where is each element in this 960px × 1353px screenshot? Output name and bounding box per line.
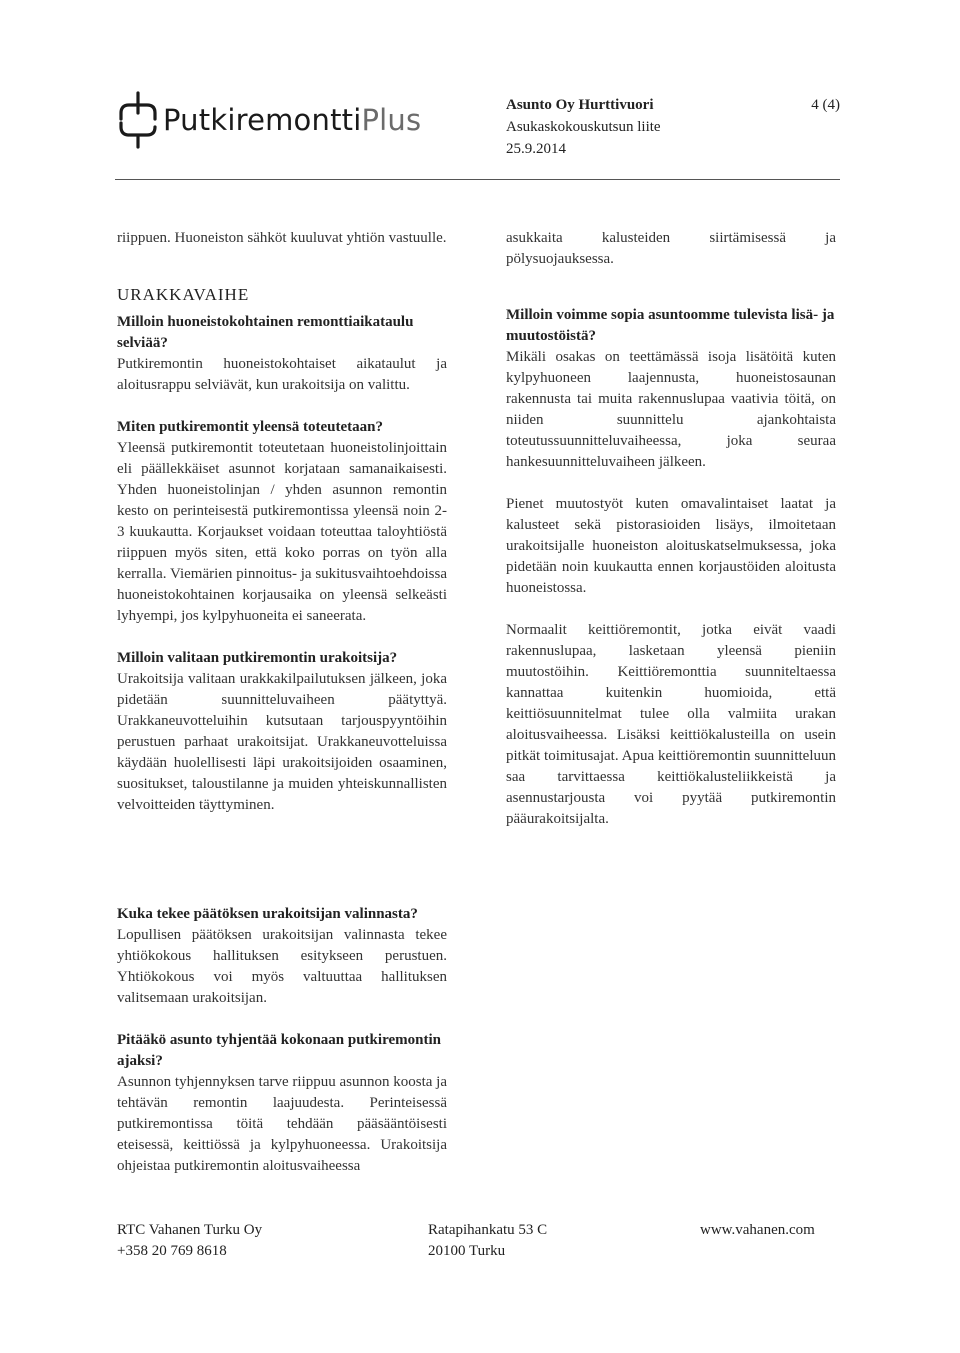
pipe-logo-icon: [115, 89, 161, 151]
right-column: [506, 228, 836, 830]
question-heading: Kuka tekee päätöksen urakoitsijan valinnasta?: [117, 906, 418, 922]
question-heading: Milloin valitaan putkiremontin urakoitsija?: [117, 650, 398, 666]
answer-paragraph: Lopullisen päätöksen urakoitsijan valinnasta tekee yhtiökokous hallituksen esitykseen perustuen. Yhtiökokous voi myös valtuuttaa hallituksen valitsemaan urakoitsijan.: [117, 927, 447, 1006]
header-date: 25.9.2014: [506, 141, 566, 157]
section-title: URAKKAVAIHE: [117, 285, 250, 304]
header-company: Asunto Oy Hurttivuori: [506, 97, 654, 113]
header-doc-title: Asukaskokouskutsun liite: [506, 119, 661, 135]
footer-company-block: [117, 1220, 262, 1262]
answer-paragraph: Mikäli osakas on teettämässä isoja lisätöitä kuten kylpyhuoneen laajennusta, huoneistosaunan rakennusta tai muita rakennuslupaa vaativia töitä, on niiden suunnittelu ajankohtaista toteutussuunnitteluvaiheessa, joka seuraa hankesuunnitteluvaiheen jälkeen.: [506, 349, 836, 470]
footer-website[interactable]: www.vahanen.com: [700, 1222, 815, 1238]
logo-wordmark: PutkiremonttiPlus: [163, 103, 422, 137]
footer-company: RTC Vahanen Turku Oy: [117, 1222, 263, 1238]
question-heading: Milloin voimme sopia asuntoomme tulevista lisä- ja muutostöistä?: [506, 307, 835, 344]
header-info: [506, 94, 806, 160]
body-paragraph: Normaalit keittiöremontit, jotka eivät vaadi rakennuslupaa, lasketaan yleensä pieniin muutostöihin. Keittiöremonttia suunniteltaessa kannattaa kuitenkin huomioida, että keittiösuunnitelmat tulee olla valmiita urakan aloitusvaiheessa. Lisäksi keittiökalusteilla on usein pitkät toimitusajat. Apua keittiöremontin suunnitteluun saa tarvittaessa keittiökalusteliikkeistä ja asennustarjousta voi pyytää putkiremontin pääurakoitsijalta.: [506, 622, 836, 827]
left-intro: riippuen. Huoneiston sähköt kuuluvat yhtiön vastuulle.: [117, 230, 447, 246]
answer-paragraph: Yleensä putkiremontit toteutetaan huoneistolinjoittain eli päällekkäiset asunnot korjataan samanaikaisesti. Yhden huoneistolinjan / yhden asunnon remontin kesto on perinteisestä putkiremontissa yleensä noin 2-3 kuukautta. Korjaukset voidaan toteuttaa taloyhtiöstä riippuen myös siten, että koko porras on työn alla kerralla. Viemärien pinnoitus- ja sukitusvaihtoehdoissa huoneistokohtainen korjausaika on yleensä selkeästi lyhyempi, jos kylpyhuoneita ei saneerata.: [117, 440, 447, 624]
footer-address-block: [428, 1220, 547, 1262]
question-heading: Miten putkiremontit yleensä toteutetaan?: [117, 419, 383, 435]
question-heading: Milloin huoneistokohtainen remonttiaikataulu selviää?: [117, 314, 414, 351]
answer-paragraph: Putkiremontin huoneistokohtaiset aikataulut ja aloitusrappu selviävät, kun urakoitsija on valittu.: [117, 356, 447, 393]
header-divider: [115, 179, 840, 180]
answer-paragraph: Asunnon tyhjennyksen tarve riippuu asunnon koosta ja tehtävän remontin laajuudesta. Perinteisessä putkiremontissa töitä tehdään pääsääntöisesti eteisessä, keittiössä ja kylpyhuoneessa. Urakoitsija ohjeistaa putkiremontin aloitusvaiheessa: [117, 1074, 447, 1174]
left-column: [117, 228, 447, 816]
footer-phone: +358 20 769 8618: [117, 1243, 227, 1259]
answer-paragraph: Urakoitsija valitaan urakkakilpailutuksen jälkeen, joka pidetään suunnitteluvaiheen päätyttyä. Urakkaneuvotteluihin kutsutaan tarjouspyyntöihin perustuen parhaat urakoitsijat. Urakkaneuvotteluissa käydään huolellisesti läpi urakoitsijoiden osaaminen, suositukset, taloustilanne ja muiden yhteiskunnallisten velvoitteiden täyttyminen.: [117, 671, 447, 813]
page-number: 4 (4): [811, 97, 840, 113]
footer-street: Ratapihankatu 53 C: [428, 1222, 548, 1238]
footer-city: 20100 Turku: [428, 1243, 506, 1259]
left-column-lower: [117, 904, 447, 1177]
question-heading: Pitääkö asunto tyhjentää kokonaan putkiremontin ajaksi?: [117, 1032, 441, 1069]
right-intro: asukkaita kalusteiden siirtämisessä ja pölysuojauksessa.: [506, 230, 836, 267]
body-paragraph: Pienet muutostyöt kuten omavalintaiset laatat ja kalusteet sekä pistorasioiden lisäys, ilmoitetaan urakoitsijalle huoneiston aloituskatselmuksessa, joka pidetään noin kuukautta ennen korjaustöiden aloitusta huoneistossa.: [506, 496, 836, 596]
company-logo: [115, 88, 421, 152]
